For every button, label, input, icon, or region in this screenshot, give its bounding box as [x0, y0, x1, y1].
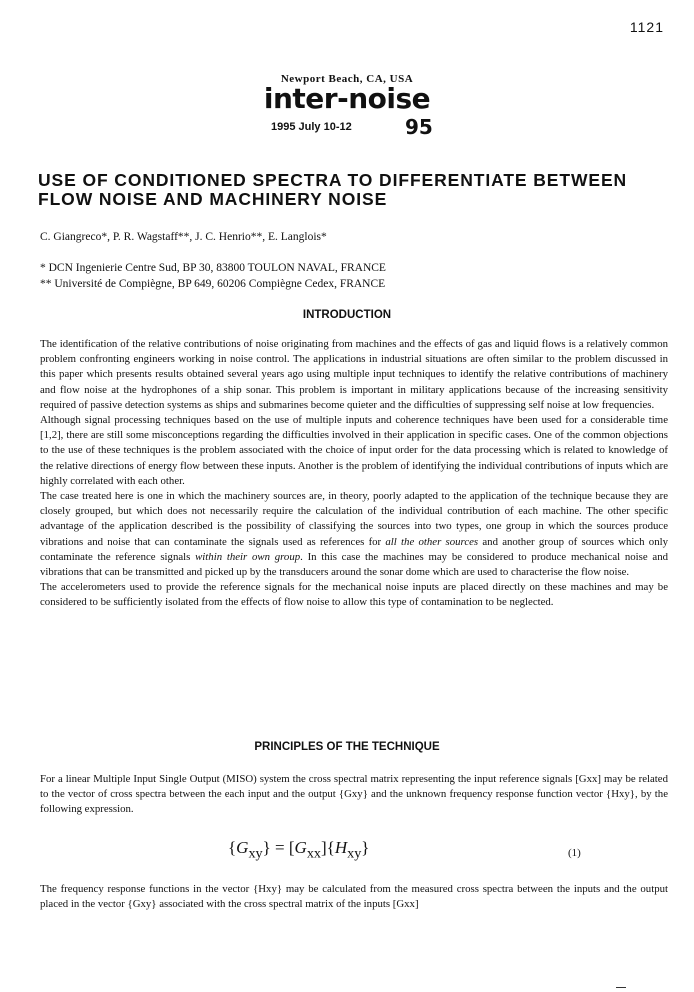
principles-paragraph-2: The frequency response functions in the vector {Hxy} may be calculated from the measured cross spectra between the inputs and the output placed in the vector {Gxy} associated with the cross spectral matrix of the inputs [Gxx]	[40, 883, 668, 911]
principles-paragraph-1: For a linear Multiple Input Single Output (MISO) system the cross spectral matrix representing the input reference signals [Gxx] may be related to the vector of cross spectra between the each input and the output {Gxy} and the unknown frequency response function vector {Hxy}, by the following expression.	[40, 773, 668, 816]
intro-p3-italic-1: all the other sources	[385, 535, 479, 548]
eq-lhs-sub: xy	[248, 845, 263, 862]
intro-paragraph-2: Although signal processing techniques based on the use of multiple inputs and coherence techniques have been used for a considerable time [1,2], there are still some misconceptions regarding the difficulties involved in their application in specific cases. One of the common objections to the use of these techniques is the problem associated with the choice of input order for the data processing which is related to knowledge of the relative directions of energy flow between these inputs. Another is the problem of identifying the individual contributions of inputs which are highly correlated with each other.	[40, 414, 668, 487]
eq-matrix-sub: xx	[306, 845, 321, 862]
conference-dates: 1995 July 10-12	[271, 121, 352, 133]
eq-matrix-var: G	[294, 838, 307, 857]
intro-paragraph-3	[40, 489, 668, 580]
eq-lhs-var: G	[236, 838, 249, 857]
eq-equals: =	[275, 838, 285, 857]
conference-logo: inter-noise	[263, 82, 431, 115]
eq-matrix-open: [	[288, 838, 295, 857]
eq-vector-var: H	[334, 838, 348, 857]
eq-lhs-open: {	[228, 838, 237, 857]
equation-1	[228, 838, 369, 862]
eq-vector-close: }	[361, 838, 370, 857]
affiliation-1: * DCN Ingenierie Centre Sud, BP 30, 83800 TOULON NAVAL, FRANCE	[40, 262, 386, 274]
equation-number: (1)	[568, 847, 581, 859]
intro-p3-italic-2: within their own group	[195, 550, 301, 563]
eq-matrix-close: ]	[320, 838, 327, 857]
paper-title: USE OF CONDITIONED SPECTRA TO DIFFERENTIATE BETWEEN FLOW NOISE AND MACHINERY NOISE	[38, 170, 628, 209]
eq-vector-open: {	[326, 838, 335, 857]
footer-mark	[616, 987, 626, 988]
affiliation-2: ** Université de Compiègne, BP 649, 60206 Compiègne Cedex, FRANCE	[40, 278, 386, 290]
conference-year: 95	[405, 115, 433, 139]
author-list: C. Giangreco*, P. R. Wagstaff**, J. C. Henrio**, E. Langlois*	[40, 231, 327, 243]
intro-p3-text-a: The case treated here is one in which the machinery sources are, in theory, poorly adapted to the application of the technique because they are closely grouped, but which does not necessarily require the calculation of the individual contribution of each machine. The other specific advantage of the application described is the possibility of classifying the sources into two types, one group in which the sources produce vibrations and noise that can contaminate the signals used as references for	[40, 490, 668, 548]
page-number: 1121	[629, 19, 664, 35]
eq-vector-sub: xy	[347, 845, 362, 862]
affiliations	[40, 260, 386, 292]
intro-paragraph-4: The accelerometers used to provide the reference signals for the mechanical noise inputs are placed directly on these machines and may be considered to be sufficiently isolated from the effects of flow noise to allow this type of contamination to be neglected.	[40, 581, 668, 609]
introduction-body	[40, 337, 668, 611]
conference-location: Newport Beach, CA, USA	[280, 73, 414, 85]
eq-lhs-close: }	[262, 838, 271, 857]
intro-p3-text-b: and another group of sources which only contaminate the reference signals	[40, 535, 668, 563]
principles-heading: PRINCIPLES OF THE TECHNIQUE	[254, 741, 440, 753]
intro-p3-text-c: . In this case the machines may be considered to produce mechanical noise and vibrations that can be transmitted and picked up by the transducers around the sonar dome which are used to characterise the flow noise.	[40, 550, 668, 579]
introduction-heading: INTRODUCTION	[302, 309, 392, 321]
intro-paragraph-1: The identification of the relative contributions of noise originating from machines and the effects of gas and liquid flows is a relatively common problem confronting engineers working in noise control. The applications in industrial situations are often similar to the problem discussed in this paper which presents results obtained several years ago using multiple input techniques to identify the relative contributions of machinery and flow noise at the hydrophones of a ship sonar. This problem is important in military applications because of the increasing sensitivity required of passive detection systems as ships and submarines become quieter and the difficulties of suppressing self noise at low frequencies.	[40, 338, 668, 411]
